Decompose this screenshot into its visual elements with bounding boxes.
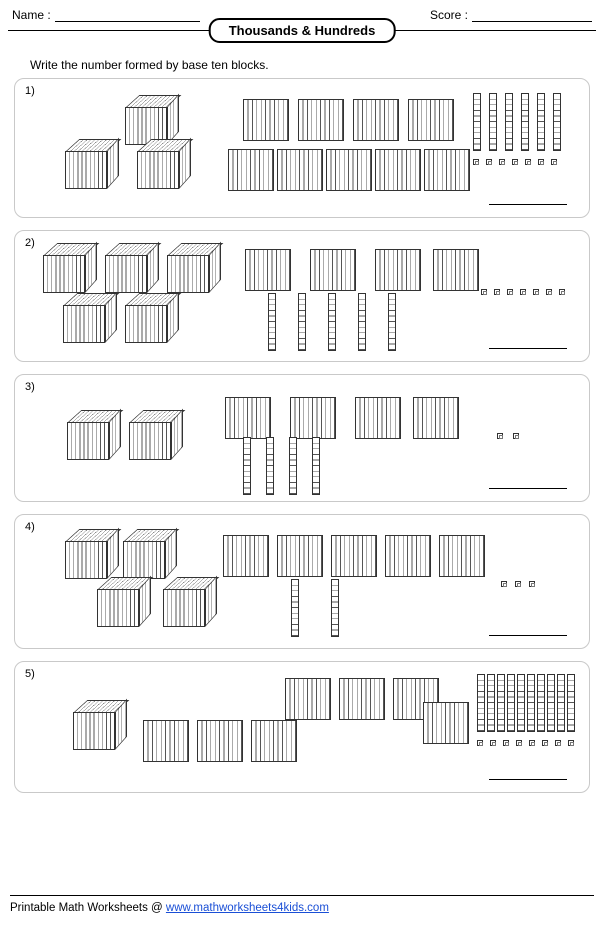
ten-rod [298,293,306,351]
hundred-flat [331,535,377,577]
hundred-flat [375,249,421,291]
thousand-cube [123,529,177,579]
hundred-flat [298,99,344,141]
hundred-flat [277,535,323,577]
hundred-flat [310,249,356,291]
problem-item [14,78,590,218]
one-unit [551,159,557,165]
hundred-flat [375,149,421,191]
problem-number: 3) [25,381,35,393]
base-ten-blocks [15,662,589,792]
ten-rod [547,674,555,732]
hundred-flat [353,99,399,141]
ten-rod [243,437,251,495]
page-title: Thousands & Hundreds [209,18,396,43]
score-label: Score : [429,8,468,22]
hundred-flat [228,149,274,191]
ten-rod [312,437,320,495]
thousand-cube [67,410,121,460]
thousand-cube [167,243,221,293]
one-unit [503,740,509,746]
thousand-cube [65,139,119,189]
name-label: Name : [12,8,51,22]
thousand-cube [163,577,217,627]
thousand-cube [137,139,191,189]
one-unit [516,740,522,746]
ten-rod [521,93,529,151]
thousand-cube [43,243,97,293]
problem-item [14,661,590,793]
one-unit [513,433,519,439]
worksheet-footer [0,895,604,931]
hundred-flat [277,149,323,191]
name-input-line[interactable] [55,9,200,22]
one-unit [520,289,526,295]
answer-line[interactable] [489,635,567,636]
footer-website-link[interactable]: www.mathworksheets4kids.com [165,902,329,914]
one-unit [568,740,574,746]
one-unit [515,581,521,587]
thousand-cube [125,293,179,343]
base-ten-blocks [15,231,589,361]
ten-rod [497,674,505,732]
thousand-cube [97,577,151,627]
hundred-flat [197,720,243,762]
ten-rod [505,93,513,151]
one-unit [501,581,507,587]
problem-number: 1) [25,85,35,97]
one-unit [559,289,565,295]
hundred-flat [326,149,372,191]
base-ten-blocks [15,515,589,648]
hundred-flat [285,678,331,720]
ten-rod [358,293,366,351]
ten-rod [537,93,545,151]
thousand-cube [125,95,179,145]
one-unit [481,289,487,295]
hundred-flat [424,149,470,191]
problem-list [0,78,604,793]
problem-number: 5) [25,668,35,680]
ten-rod [473,93,481,151]
hundred-flat [243,99,289,141]
ten-rod [489,93,497,151]
one-unit [497,433,503,439]
ten-rod [507,674,515,732]
hundred-flat [355,397,401,439]
ten-rod [477,674,485,732]
ten-rod [567,674,575,732]
hundred-flat [385,535,431,577]
one-unit [486,159,492,165]
base-ten-blocks [15,79,589,217]
problem-number: 2) [25,237,35,249]
answer-line[interactable] [489,779,567,780]
hundred-flat [423,702,469,744]
problem-number: 4) [25,521,35,533]
hundred-flat [225,397,271,439]
ten-rod [289,437,297,495]
hundred-flat [439,535,485,577]
hundred-flat [339,678,385,720]
ten-rod [328,293,336,351]
one-unit [538,159,544,165]
instruction-text: Write the number formed by base ten blocks. [30,58,269,72]
footer-text [10,902,594,914]
one-unit [546,289,552,295]
hundred-flat [413,397,459,439]
score-field[interactable] [430,8,592,22]
base-ten-blocks [15,375,589,501]
one-unit [512,159,518,165]
answer-line[interactable] [489,348,567,349]
hundred-flat [433,249,479,291]
answer-line[interactable] [489,204,567,205]
one-unit [499,159,505,165]
one-unit [494,289,500,295]
ten-rod [388,293,396,351]
one-unit [533,289,539,295]
footer-prefix: Printable Math Worksheets @ [10,902,166,914]
ten-rod [487,674,495,732]
hundred-flat [143,720,189,762]
footer-divider [10,895,594,896]
ten-rod [557,674,565,732]
one-unit [473,159,479,165]
ten-rod [268,293,276,351]
ten-rod [517,674,525,732]
answer-line[interactable] [489,488,567,489]
thousand-cube [73,700,127,750]
score-input-line[interactable] [472,9,592,22]
name-field[interactable] [12,8,200,22]
one-unit [490,740,496,746]
ten-rod [553,93,561,151]
thousand-cube [65,529,119,579]
problem-item [14,374,590,502]
ten-rod [291,579,299,637]
ten-rod [537,674,545,732]
hundred-flat [251,720,297,762]
thousand-cube [129,410,183,460]
one-unit [525,159,531,165]
ten-rod [527,674,535,732]
one-unit [542,740,548,746]
problem-item [14,230,590,362]
thousand-cube [63,293,117,343]
one-unit [555,740,561,746]
worksheet-header [0,0,604,42]
hundred-flat [290,397,336,439]
hundred-flat [223,535,269,577]
ten-rod [331,579,339,637]
problem-item [14,514,590,649]
one-unit [529,740,535,746]
thousand-cube [105,243,159,293]
hundred-flat [408,99,454,141]
one-unit [507,289,513,295]
ten-rod [266,437,274,495]
one-unit [529,581,535,587]
hundred-flat [245,249,291,291]
one-unit [477,740,483,746]
